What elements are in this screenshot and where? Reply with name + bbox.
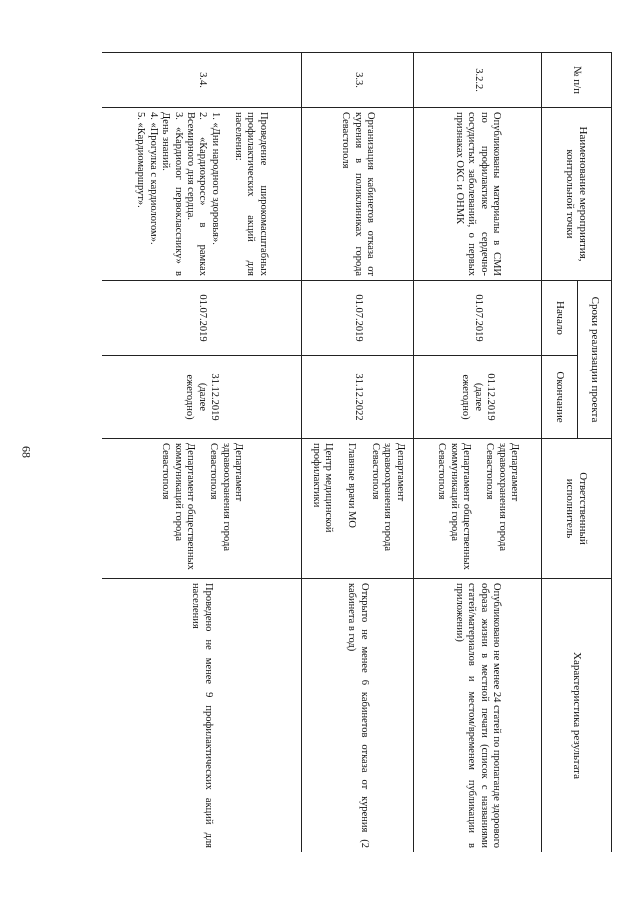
row-name: Организация кабинетов отказа от курения в поликлиниках города Севастополя (302, 108, 414, 281)
row-result: Открыто не менее 6 кабинетов отказа от курения (2 кабинета в год) (302, 579, 414, 852)
header-name: Наименование мероприятия, контрольной точки (542, 108, 612, 281)
row-number: 3.3. (302, 53, 414, 108)
table-row (414, 53, 542, 853)
row-start: 01.07.2019 (102, 281, 302, 356)
table-landscape (102, 52, 612, 852)
row-end: 31.12.2022 (302, 356, 414, 439)
header-end: Окончание (542, 356, 578, 439)
row-end: 31.12.2019 (далее ежегодно) (102, 356, 302, 439)
header-result: Характеристика результата (542, 579, 612, 852)
row-responsible: Департамент здравоохранения города Севастополя Департамент общественных коммуникаций города Севастополя (102, 439, 302, 579)
row-name: Проведение широкомасштабных профилактических акций для населения: 1. «Дни народного здоровья». 2. «Кардиокросс» в рамках Всемирного дня сердца. 3. «Кардиолог первокласснику» в День знаний. 4. «Прогулка с кардиологом». 5. «Кардиомаршрут». (102, 108, 302, 281)
row-end: 01.12.2019 (далее ежегодно) (414, 356, 542, 439)
header-responsible: Ответственный исполнитель (542, 439, 612, 579)
header-dates: Сроки реализации проекта (578, 281, 612, 439)
row-result: Опубликовано не менее 24 статей по пропаганде здорового образа жизни в местной печати (список с названиями статей/материалов и местом/временем публикации в приложении) (414, 579, 542, 852)
row-result: Проведено не менее 9 профилактических акций для населения (102, 579, 302, 852)
row-start: 01.07.2019 (414, 281, 542, 356)
row-start: 01.07.2019 (302, 281, 414, 356)
header-start: Начало (542, 281, 578, 356)
row-responsible: Департамент здравоохранения города Севастополя Департамент общественных коммуникаций города Севастополя (414, 439, 542, 579)
row-number: 3.4. (102, 53, 302, 108)
header-num: № п/п (542, 53, 612, 108)
table-rotation-frame (102, 52, 612, 852)
page-number: 68 (19, 446, 34, 458)
row-number: 3.2.2. (414, 53, 542, 108)
plan-table (102, 52, 612, 852)
row-responsible: Департамент здравоохранения города Севастополя Главные врачи МО Центр медицинской профилактики (302, 439, 414, 579)
table-row (302, 53, 414, 853)
row-name: Опубликованы материалы в СМИ по профилактике сердечно-сосудистых заболеваний, о первых признаках ОКС и ОНМК (414, 108, 542, 281)
table-row (102, 53, 302, 853)
